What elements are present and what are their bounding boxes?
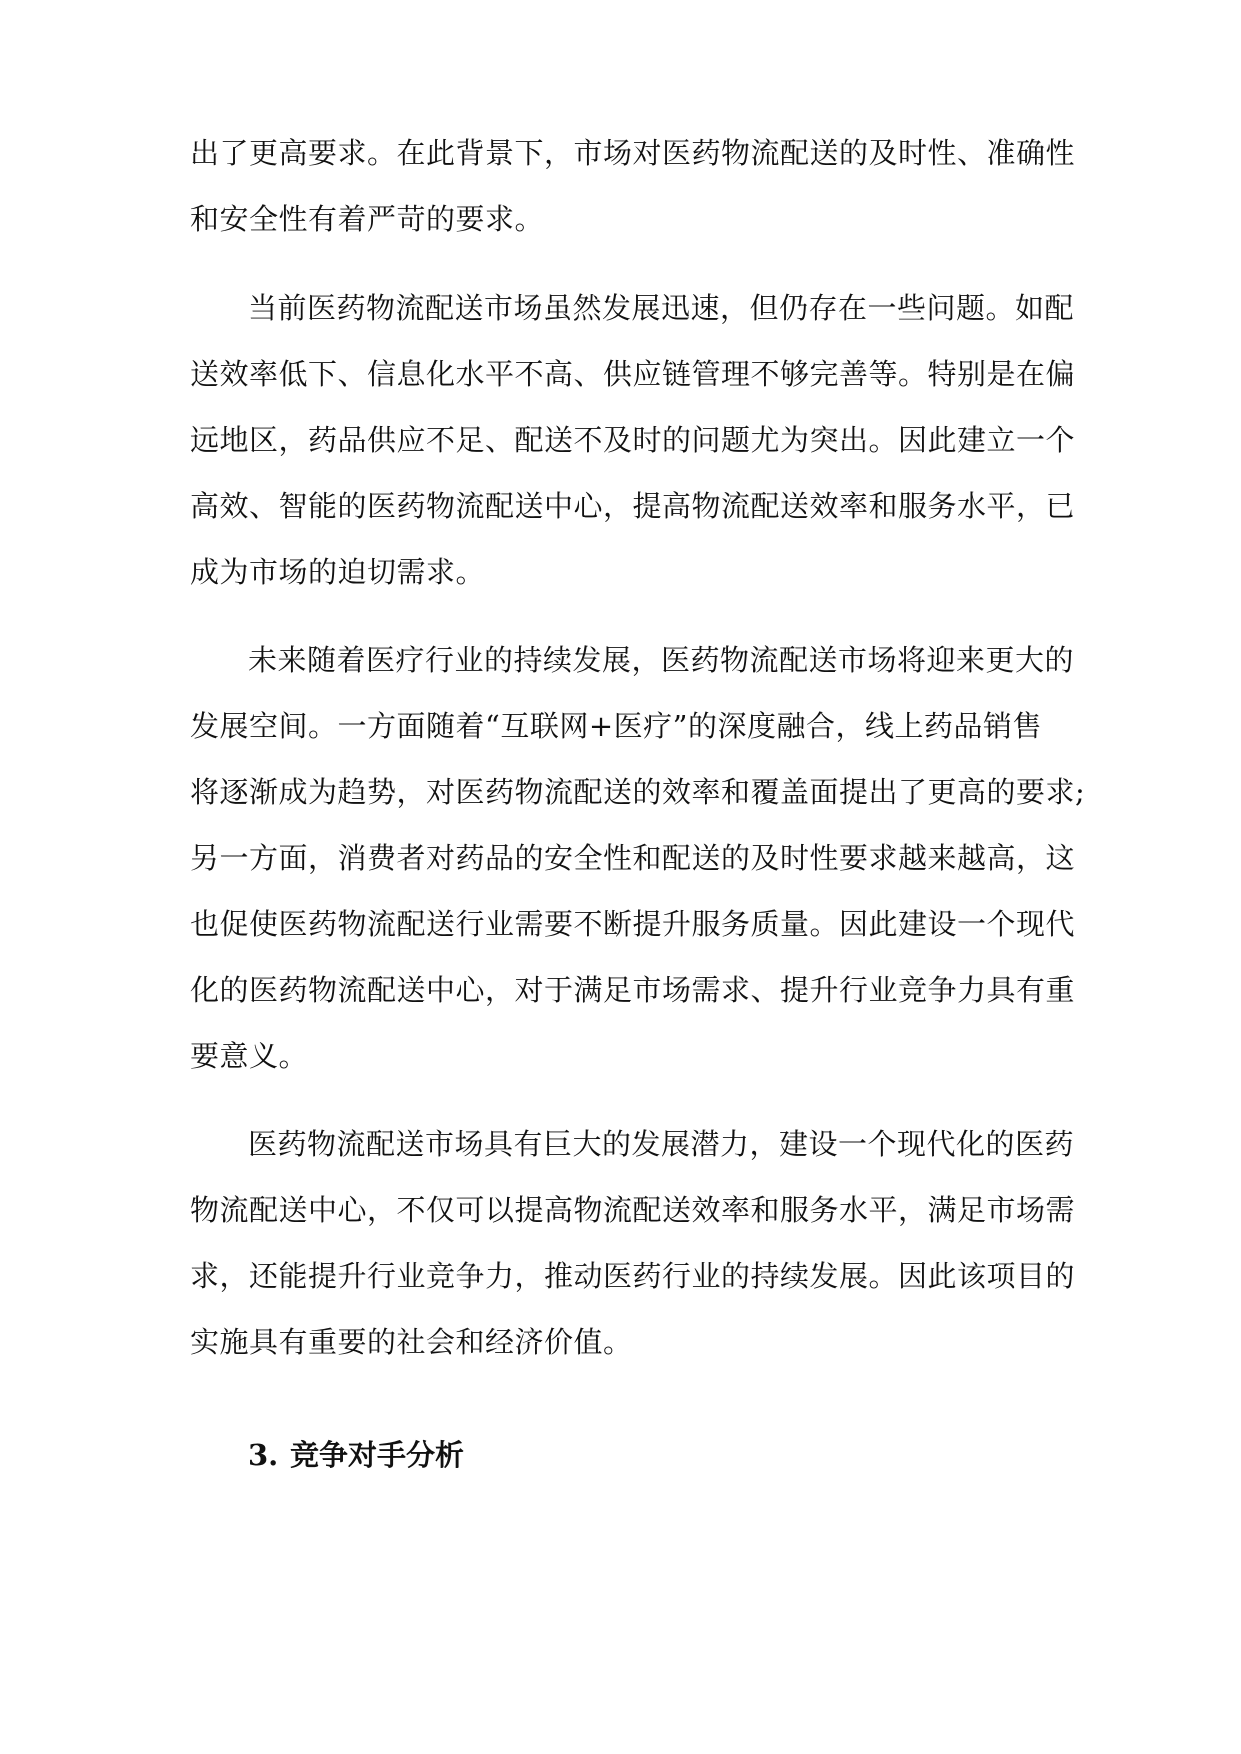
paragraph-line: 物流配送中心，不仅可以提高物流配送效率和服务水平，满足市场需 [190, 1193, 1076, 1227]
paragraph-line: 送效率低下、信息化水平不高、供应链管理不够完善等。特别是在偏 [190, 357, 1076, 391]
paragraph-line: 当前医药物流配送市场虽然发展迅速，但仍存在一些问题。如配 [248, 291, 1075, 325]
paragraph-line: 另一方面，消费者对药品的安全性和配送的及时性要求越来越高，这 [190, 841, 1076, 875]
paragraph-line: 和安全性有着严苛的要求。 [190, 202, 545, 236]
section-title: 竞争对手分析 [290, 1438, 465, 1472]
paragraph-line: 将逐渐成为趋势，对医药物流配送的效率和覆盖面提出了更高的要求; [190, 775, 1086, 809]
paragraph-line: 医药物流配送市场具有巨大的发展潜力，建设一个现代化的医药 [248, 1127, 1075, 1161]
paragraph-line: 实施具有重要的社会和经济价值。 [190, 1325, 633, 1359]
paragraph-line: 成为市场的迫切需求。 [190, 555, 486, 589]
paragraph-line: 要意义。 [190, 1039, 309, 1073]
paragraph-line: 高效、智能的医药物流配送中心，提高物流配送效率和服务水平，已 [190, 489, 1076, 523]
paragraph-line: 远地区，药品供应不足、配送不及时的问题尤为突出。因此建立一个 [190, 423, 1076, 457]
paragraph-line: 未来随着医疗行业的持续发展，医药物流配送市场将迎来更大的 [248, 643, 1075, 677]
section-number: 3. [248, 1438, 279, 1472]
paragraph-line: 求，还能提升行业竞争力，推动医药行业的持续发展。因此该项目的 [190, 1259, 1076, 1293]
paragraph-line: 也促使医药物流配送行业需要不断提升服务质量。因此建设一个现代 [190, 907, 1076, 941]
section-heading [248, 1435, 648, 1475]
paragraph-line: 发展空间。一方面随着“互联网+医疗”的深度融合，线上药品销售 [190, 709, 1042, 743]
paragraph-line: 化的医药物流配送中心，对于满足市场需求、提升行业竞争力具有重 [190, 973, 1076, 1007]
paragraph-line: 出了更高要求。在此背景下，市场对医药物流配送的及时性、准确性 [190, 136, 1076, 170]
